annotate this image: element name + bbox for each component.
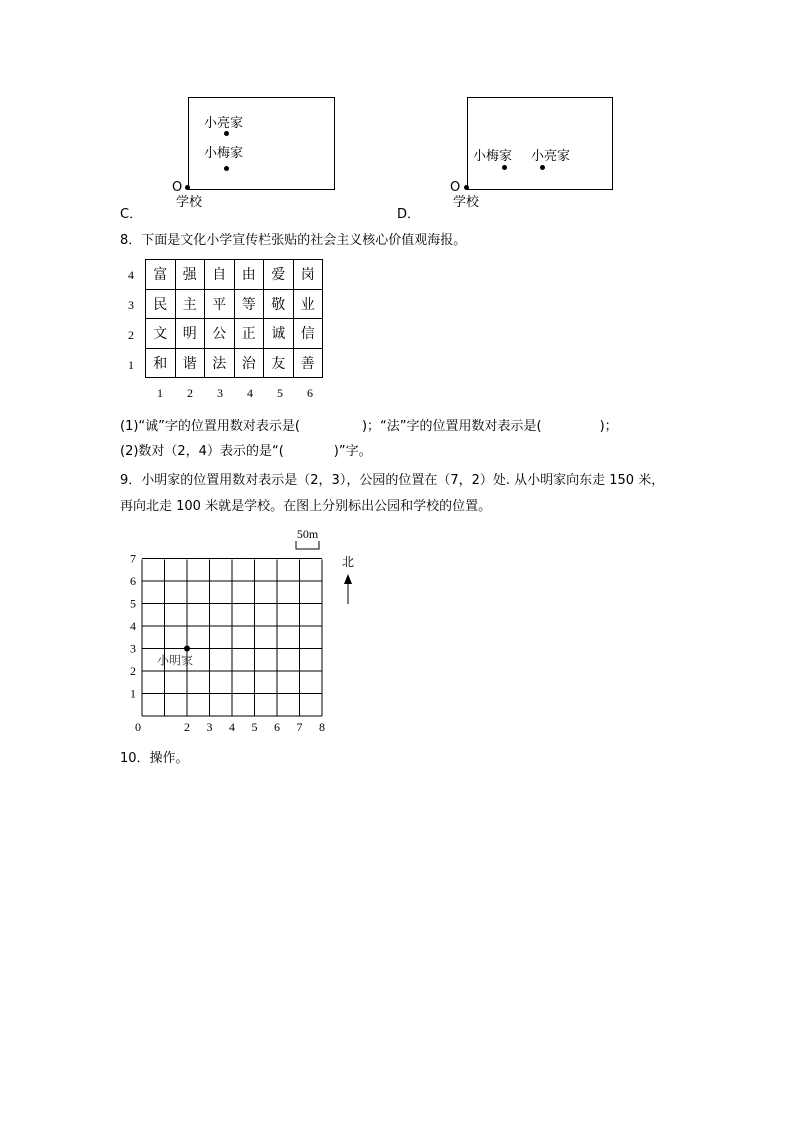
x-axis-label: 0	[135, 720, 141, 734]
scale-bar	[296, 527, 319, 549]
q9-line-2: 再向北走 100 米就是学校。在图上分别标出公园和学校的位置。	[120, 499, 492, 514]
poster-cell: 爱	[264, 260, 294, 290]
y-axis-label: 7	[130, 551, 136, 566]
q9-coordinate-grid	[120, 520, 360, 740]
q8-title: 8．下面是文化小学宣传栏张贴的社会主义核心价值观海报。	[120, 233, 467, 248]
option-c-letter: C．	[120, 207, 143, 222]
option-c-xiaoliang-point	[224, 131, 229, 136]
q8-sub2	[120, 443, 372, 461]
y-axis-label: 4	[130, 619, 136, 633]
x-axis-label: 7	[296, 720, 303, 734]
poster-column-label: 4	[247, 386, 253, 400]
poster-row-label: 4	[128, 268, 134, 282]
poster-cell: 富	[146, 260, 176, 290]
poster-cell: 强	[175, 260, 205, 290]
xiaoming-home-point	[184, 646, 190, 652]
q8-sub1-part-a: (1)“诚”字的位置用数对表示是(	[120, 419, 300, 434]
y-axis-label: 2	[130, 664, 136, 678]
option-d-letter: D．	[397, 207, 421, 222]
option-c-school-label: 学校	[176, 195, 203, 210]
poster-column-label: 5	[277, 386, 283, 400]
poster-row-label: 2	[128, 328, 134, 342]
x-axis-label: 4	[229, 720, 235, 734]
poster-row-label: 3	[128, 298, 134, 312]
poster-row	[146, 289, 323, 319]
grid-lines	[142, 559, 322, 717]
poster-cell: 敬	[264, 289, 294, 319]
scale-label: 50m	[296, 527, 319, 541]
poster-cell: 平	[205, 289, 235, 319]
y-axis-label: 6	[130, 574, 136, 588]
poster-cell: 和	[146, 348, 176, 378]
poster-cell: 岗	[293, 260, 323, 290]
poster-row-label: 1	[128, 358, 134, 372]
poster-column-label: 1	[157, 386, 163, 400]
poster-cell: 文	[146, 319, 176, 349]
poster-cell: 明	[175, 319, 205, 349]
q8-sub2-part-b: )”字。	[333, 444, 372, 459]
xiaoming-home-label: 小明家	[157, 653, 194, 668]
option-c-origin-point	[185, 185, 190, 190]
poster-column-label: 6	[307, 386, 313, 400]
poster-cell: 谐	[175, 348, 205, 378]
option-c-origin-label: O	[172, 180, 183, 195]
poster-column-label: 2	[187, 386, 193, 400]
x-axis-label: 8	[319, 720, 325, 734]
poster-cell: 由	[234, 260, 264, 290]
poster-cell: 业	[293, 289, 323, 319]
option-d-xiaoliang-point	[540, 165, 545, 170]
option-d-frame	[467, 97, 613, 190]
poster-cell: 正	[234, 319, 264, 349]
poster-cell: 公	[205, 319, 235, 349]
q8-sub2-part-a: (2)数对（2，4）表示的是“(	[120, 444, 284, 459]
q8-sub1-part-b: )；“法”字的位置用数对表示是(	[361, 419, 542, 434]
q8-sub1-part-c: )；	[599, 419, 618, 434]
x-axis-label: 3	[206, 720, 213, 734]
poster-row	[146, 348, 323, 378]
q9-line-1: 9．小明家的位置用数对表示是（2，3），公园的位置在（7，2）处. 从小明家向东走 150 米，	[120, 473, 665, 488]
x-axis-label: 6	[274, 720, 280, 734]
north-label: 北	[341, 555, 355, 569]
option-d-origin-point	[464, 185, 469, 190]
poster-cell: 信	[293, 319, 323, 349]
option-c-xiaomei-label: 小梅家	[204, 146, 244, 161]
option-d-xiaomei-point	[502, 165, 507, 170]
option-d-xiaoliang-label: 小亮家	[531, 149, 571, 164]
option-c-xiaomei-point	[224, 166, 229, 171]
poster-cell: 民	[146, 289, 176, 319]
poster-row	[146, 260, 323, 290]
poster-cell: 诚	[264, 319, 294, 349]
grid-marks	[130, 552, 325, 735]
core-values-poster-table	[145, 259, 323, 378]
poster-cell: 等	[234, 289, 264, 319]
north-arrow	[342, 555, 354, 604]
q8-sub1	[120, 418, 618, 436]
poster-row	[146, 319, 323, 349]
y-axis-label: 5	[130, 596, 136, 611]
poster-cell: 治	[234, 348, 264, 378]
poster-cell: 友	[264, 348, 294, 378]
option-c-xiaoliang-label: 小亮家	[204, 116, 244, 131]
x-axis-label: 5	[251, 720, 258, 734]
y-axis-label: 3	[130, 641, 136, 656]
poster-column-label: 3	[217, 386, 223, 400]
y-axis-label: 1	[130, 686, 136, 701]
poster-cell: 善	[293, 348, 323, 378]
option-c-frame	[188, 97, 335, 190]
poster-cell: 法	[205, 348, 235, 378]
poster-cell: 主	[175, 289, 205, 319]
option-d-xiaomei-label: 小梅家	[473, 149, 513, 164]
x-axis-label: 2	[184, 720, 190, 734]
q10-title: 10．操作。	[120, 751, 189, 766]
option-d-school-label: 学校	[453, 195, 480, 210]
option-d-origin-label: O	[450, 180, 461, 195]
poster-cell: 自	[205, 260, 235, 290]
